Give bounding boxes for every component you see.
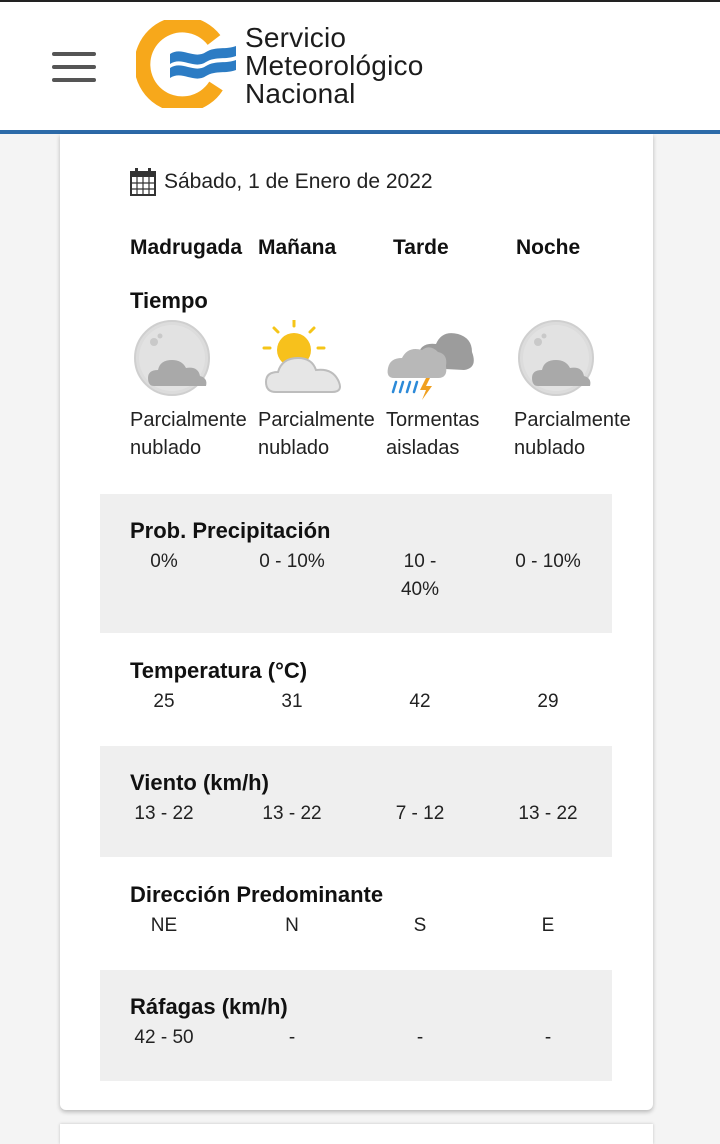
precip-value — [380, 548, 460, 604]
sun-cloud-icon — [262, 320, 352, 400]
brand-name[interactable] — [245, 24, 423, 108]
tiempo-title: Tiempo — [130, 288, 208, 313]
wind-value: 13 - 22 — [134, 803, 194, 824]
tiempo-desc-manana — [258, 406, 375, 462]
desc-line2: nublado — [514, 437, 586, 459]
period-noche: Noche — [516, 236, 581, 259]
tiempo-desc-noche — [514, 406, 631, 462]
next-card — [60, 1124, 653, 1144]
period-tarde: Tarde — [393, 236, 449, 259]
direction-value: S — [413, 915, 427, 936]
precip-value: 0 - 10% — [515, 551, 581, 572]
wind-value: 13 - 22 — [518, 803, 578, 824]
brand-line-1: Servicio — [245, 22, 347, 53]
moon-cloud-icon — [132, 320, 222, 400]
storm-cloud-icon — [386, 320, 476, 400]
desc-line1: Tormentas — [386, 409, 480, 431]
gust-title: Ráfagas (km/h) — [130, 994, 288, 1019]
brand-line-3: Nacional — [245, 78, 356, 109]
temp-value: 42 — [409, 691, 431, 712]
gust-value: 42 - 50 — [134, 1027, 194, 1048]
calendar-icon — [130, 168, 156, 196]
precip-value-line1: 10 - — [403, 551, 437, 572]
precip-title: Prob. Precipitación — [130, 518, 331, 543]
forecast-date — [130, 168, 433, 196]
gust-value: - — [544, 1027, 552, 1048]
direction-value: N — [285, 915, 299, 936]
hamburger-menu-icon[interactable] — [52, 52, 96, 84]
precip-value-line2: 40% — [400, 579, 440, 600]
gust-value: - — [288, 1027, 296, 1048]
temp-value: 29 — [537, 691, 559, 712]
forecast-card — [60, 134, 653, 1110]
moon-cloud-icon — [516, 320, 606, 400]
tiempo-desc-tarde — [386, 406, 479, 462]
period-manana: Mañana — [258, 236, 337, 259]
wind-value: 13 - 22 — [262, 803, 322, 824]
desc-line2: aisladas — [386, 437, 460, 459]
smn-logo[interactable] — [136, 20, 236, 108]
tiempo-desc-madrugada — [130, 406, 247, 462]
direction-title: Dirección Predominante — [130, 882, 384, 907]
date-text: Sábado, 1 de Enero de 2022 — [164, 170, 433, 193]
wind-title: Viento (km/h) — [130, 770, 269, 795]
app-header — [0, 0, 720, 130]
precip-value: 0% — [150, 551, 178, 572]
desc-line2: nublado — [258, 437, 330, 459]
brand-line-2: Meteorológico — [245, 50, 424, 81]
wind-value: 7 - 12 — [395, 803, 445, 824]
desc-line2: nublado — [130, 437, 202, 459]
precip-value: 0 - 10% — [259, 551, 325, 572]
temp-value: 31 — [281, 691, 303, 712]
desc-line1: Parcialmente — [258, 409, 375, 431]
desc-line1: Parcialmente — [514, 409, 631, 431]
direction-value: NE — [150, 915, 178, 936]
direction-value: E — [541, 915, 555, 936]
temp-value: 25 — [153, 691, 175, 712]
period-madrugada: Madrugada — [130, 236, 243, 259]
desc-line1: Parcialmente — [130, 409, 247, 431]
temp-title: Temperatura (°C) — [130, 658, 308, 683]
gust-value: - — [416, 1027, 424, 1048]
